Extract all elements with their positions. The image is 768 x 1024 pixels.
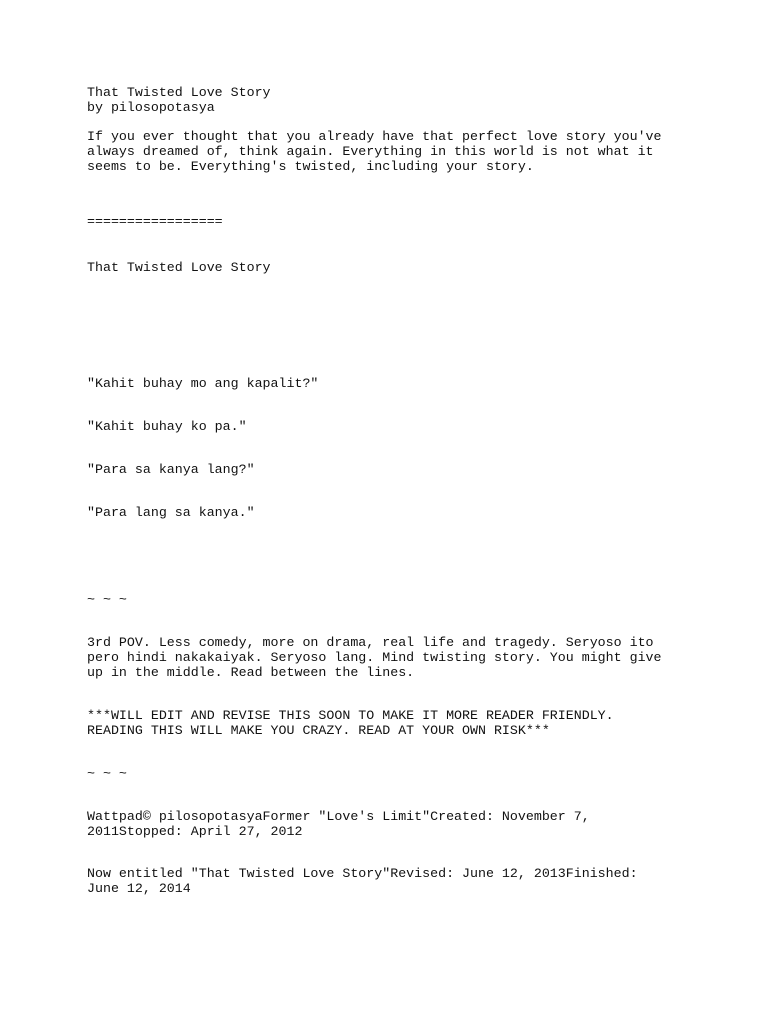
synopsis-line-1: If you ever thought that you already have that perfect love story you've (87, 129, 662, 144)
separator-line: ================= (87, 214, 223, 229)
credits-line-1: Wattpad© pilosopotasyaFormer "Love's Limit"Created: November 7, (87, 809, 590, 824)
notes-line-3: up in the middle. Read between the lines. (87, 665, 415, 680)
document-author: by pilosopotasya (87, 100, 215, 115)
credits-line-4: June 12, 2014 (87, 881, 191, 896)
document-title: That Twisted Love Story (87, 85, 271, 100)
dialogue-line-1: "Kahit buhay mo ang kapalit?" (87, 376, 319, 391)
synopsis-line-3: seems to be. Everything's twisted, including your story. (87, 159, 534, 174)
divider-2: ~ ~ ~ (87, 766, 127, 781)
story-title: That Twisted Love Story (87, 260, 271, 275)
dialogue-line-2: "Kahit buhay ko pa." (87, 419, 247, 434)
credits-line-2: 2011Stopped: April 27, 2012 (87, 824, 303, 839)
dialogue-line-3: "Para sa kanya lang?" (87, 462, 255, 477)
warning-line-1: ***WILL EDIT AND REVISE THIS SOON TO MAKE IT MORE READER FRIENDLY. (87, 708, 614, 723)
divider-1: ~ ~ ~ (87, 592, 127, 607)
warning-line-2: READING THIS WILL MAKE YOU CRAZY. READ AT YOUR OWN RISK*** (87, 723, 550, 738)
dialogue-line-4: "Para lang sa kanya." (87, 505, 255, 520)
credits-line-3: Now entitled "That Twisted Love Story"Revised: June 12, 2013Finished: (87, 866, 638, 881)
synopsis-line-2: always dreamed of, think again. Everything in this world is not what it (87, 144, 654, 159)
notes-line-2: pero hindi nakakaiyak. Seryoso lang. Mind twisting story. You might give (87, 650, 662, 665)
notes-line-1: 3rd POV. Less comedy, more on drama, real life and tragedy. Seryoso ito (87, 635, 654, 650)
